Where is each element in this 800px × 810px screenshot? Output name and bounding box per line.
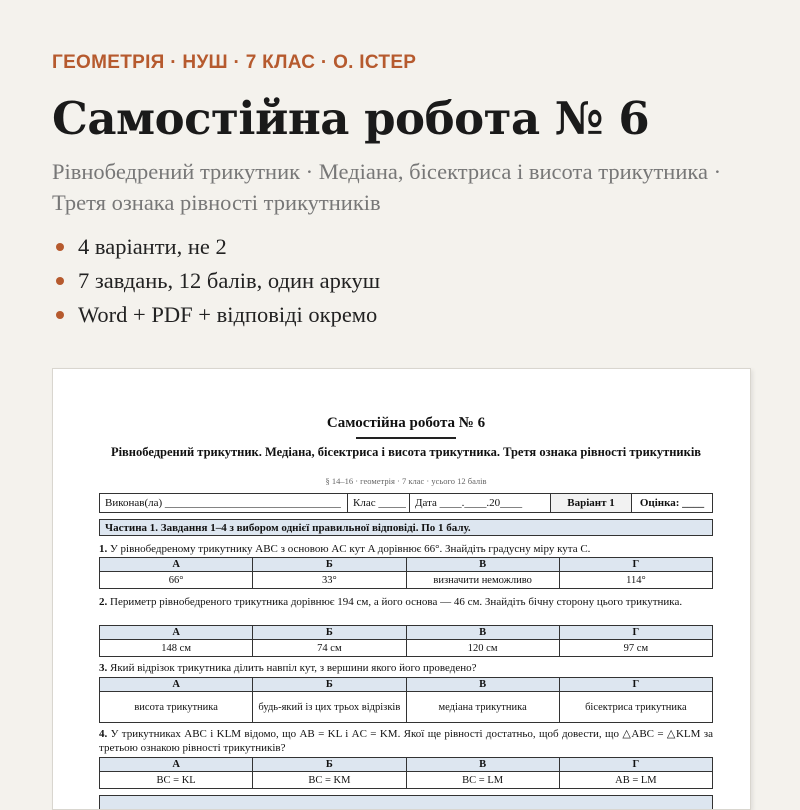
class-field: Клас _____ (348, 494, 410, 512)
question-number: 1. (99, 543, 108, 555)
feature-label: 7 завдань, 12 балів, один аркуш (78, 268, 381, 293)
option-header: В (406, 626, 559, 640)
date-field: Дата ____.____.20____ (410, 494, 551, 512)
answer-option: 66° (100, 572, 253, 589)
name-field: Виконав(ла) ________________________________ (100, 494, 348, 512)
page-subtitle: Рівнобедрений трикутник · Медіана, бісектриса і висота трикутника · Третя ознака рівності трикутників (52, 159, 722, 215)
student-info-row (99, 493, 713, 513)
answer-option: AB = LM (559, 772, 712, 789)
feature-item (52, 230, 380, 264)
answer-table-3 (99, 677, 713, 723)
answer-option: 148 см (100, 640, 253, 657)
bullet-dot-icon (56, 243, 64, 251)
part-1-header: Частина 1. Завдання 1–4 з вибором однієї правильної відповіді. По 1 балу. (99, 519, 713, 536)
worksheet-preview (52, 368, 751, 810)
question-number: 2. (99, 596, 108, 608)
feature-label: 4 варіанти, не 2 (78, 234, 227, 259)
question-3 (99, 661, 713, 675)
option-header: А (100, 758, 253, 772)
variant-label: Варіант 1 (551, 494, 632, 512)
option-header: Б (253, 558, 406, 572)
eyebrow: ГЕОМЕТРІЯ · НУШ · 7 КЛАС · О. ІСТЕР (52, 52, 417, 73)
answer-option: 114° (559, 572, 712, 589)
answer-option: BC = LM (406, 772, 559, 789)
option-header: В (406, 758, 559, 772)
answer-option: бісектриса трикутника (559, 692, 712, 723)
feature-label: Word + PDF + відповіді окремо (78, 302, 378, 327)
page-title: Самостійна робота № 6 (52, 92, 650, 145)
bullet-dot-icon (56, 277, 64, 285)
answer-option: 33° (253, 572, 406, 589)
answer-table-4 (99, 757, 713, 789)
doc-title: Самостійна робота № 6 (326, 415, 486, 431)
grade-field: Оцінка: ____ (639, 497, 705, 509)
feature-item (52, 264, 380, 298)
option-header: В (406, 558, 559, 572)
option-header: Г (559, 678, 712, 692)
feature-list (52, 230, 380, 332)
bullet-dot-icon (56, 311, 64, 319)
answer-option: визначити неможливо (406, 572, 559, 589)
feature-item (52, 298, 380, 332)
question-text: У рівнобедреному трикутнику ABC з основою AC кут A дорівнює 66°. Знайдіть градусну міру кута C. (110, 543, 591, 555)
option-header: А (100, 626, 253, 640)
option-header: Б (253, 678, 406, 692)
question-1 (99, 542, 713, 556)
doc-meta: § 14–16 · геометрія · 7 клас · усього 12 балів (325, 476, 487, 486)
option-header: Б (253, 758, 406, 772)
option-header: Г (559, 626, 712, 640)
answer-table-2 (99, 625, 713, 657)
doc-subtitle: Рівнобедрений трикутник. Медіана, бісектриса і висота трикутника. Третя ознака рівності трикутників (110, 445, 702, 459)
option-header: В (406, 678, 559, 692)
question-text: Периметр рівнобедреного трикутника дорівнює 194 см, а його основа — 46 см. Знайдіть бічну сторону цього трикутника. (110, 596, 683, 608)
answer-option: 97 см (559, 640, 712, 657)
answer-table-1 (99, 557, 713, 589)
question-2 (99, 595, 713, 609)
answer-option: висота трикутника (100, 692, 253, 723)
question-4 (99, 727, 713, 755)
title-underline (356, 437, 456, 439)
answer-option: будь-який із цих трьох відрізків (253, 692, 406, 723)
question-text: Який відрізок трикутника ділить навпіл кут, з вершини якого його проведено? (110, 662, 477, 674)
answer-option: BC = KL (100, 772, 253, 789)
option-header: А (100, 558, 253, 572)
answer-option: BC = KM (253, 772, 406, 789)
option-header: Г (559, 558, 712, 572)
question-number: 3. (99, 662, 108, 674)
part-2-header (99, 795, 713, 810)
answer-option: 74 см (253, 640, 406, 657)
answer-option: 120 см (406, 640, 559, 657)
option-header: Б (253, 626, 406, 640)
question-number: 4. (99, 728, 108, 740)
option-header: Г (559, 758, 712, 772)
answer-option: медіана трикутника (406, 692, 559, 723)
question-text: У трикутниках ABC і KLM відомо, що AB = KL і AC = KM. Якої ще рівності достатньо, щоб довести, що △ABC = △KLM за третьою ознакою рівності трикутників? (99, 728, 714, 754)
option-header: А (100, 678, 253, 692)
